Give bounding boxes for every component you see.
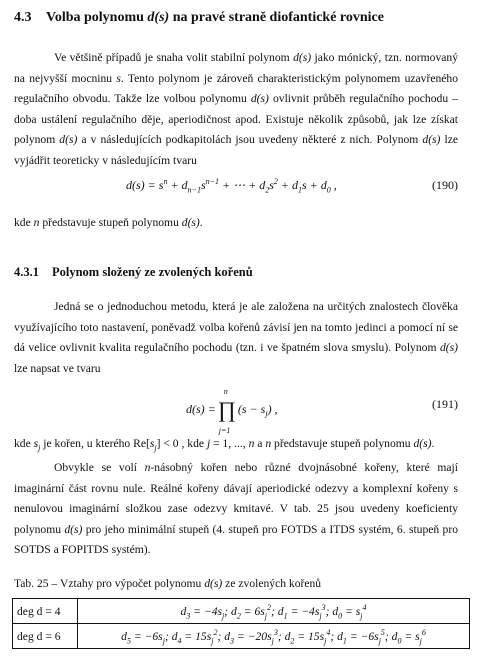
paragraph-root-condition: kde $s_j$ je kořen, u kterého $Re[s_j] < 0$ , kde j = 1, ..., n a n představuje stupeň polynomu d(s). bbox=[14, 437, 435, 453]
subsection-title: Polynom složený ze zvolených kořenů bbox=[52, 265, 253, 279]
table-cell-degree: deg d = 6 bbox=[13, 624, 78, 649]
table-cell-degree: deg d = 4 bbox=[13, 599, 78, 624]
product-symbol: n ∏ j=1 bbox=[217, 387, 236, 435]
paragraph-root-choice: Obvykle se volí n-násobný kořen nebo různé dvojnásobné kořeny, které mají imaginární část rovnu nule. Reálné kořeny dávají aperiodické odezvy a komplexní kořeny s nenulovou imaginární složkou zase odezvy kmitavé. V tab. 25 jsou uvedeny koeficienty polynomu d(s) pro jeho minimální stupeň (4. stupeň pro FOTDS a ITDS systém, 6. stupeň pro SOTDS a FOPITDS systém). bbox=[14, 461, 459, 557]
paragraph-degree-note: kde n představuje stupeň polynomu d(s). bbox=[14, 216, 203, 229]
section-title-pre: Volba polynomu bbox=[46, 10, 148, 25]
coefficient-table bbox=[12, 598, 470, 649]
section-title-var: d(s) bbox=[147, 10, 170, 25]
table-row bbox=[13, 599, 470, 624]
section-number: 4.3 bbox=[14, 10, 32, 25]
table-cell-formula: $d_5 = -6s_j$; $d_4 = 15s_j^2$; $d_3 = -20s_j^3$; $d_2 = 15s_j^4$; $d_1 = -6s_j^5$; $d_0 = s_j^6$ bbox=[78, 624, 470, 649]
equation-190 bbox=[14, 178, 458, 200]
paragraph-method: Jedná se o jednoduchou metodu, která je ale založena na určitých znalostech člověka využívajícího toto nastavení, poněvadž volba kořenů závisí jen na tomto jedinci a pomocí ní se dá velice ovlivnit kvalita regulačního pochodu (tzn. i ve špatném slova smyslu). Polynom d(s) lze napsat ve tvaru bbox=[14, 300, 458, 375]
paragraph-intro: Ve většině případů je snaha volit stabilní polynom d(s) jako mónický, tzn. normovaný na nejvyšší mocninu s. Tento polynom je zároveň charakteristickým polynomem uzavřeného regulačního obvodu. Takže lze volbou polynomu d(s) ovlivnit průběh regulačního pochodu – doba ustálení regulačního děje, aperiodičnost apod. Existuje několik způsobů, jak lze získat polynom d(s) a v následujících podkapitolách jsou uvedeny některé z nich. Polynom d(s) lze vyjádřit teoreticky v následujícím tvaru bbox=[14, 51, 458, 167]
table-row bbox=[13, 624, 470, 649]
equation-191 bbox=[14, 387, 458, 435]
equation-number-190: (190) bbox=[432, 178, 458, 192]
subsection-number: 4.3.1 bbox=[14, 265, 39, 279]
table-cell-formula: $d_3 = -4s_j$; $d_2 = 6s_j^2$; $d_1 = -4s_j^3$; $d_0 = s_j^4$ bbox=[78, 599, 470, 624]
equation-190-body: $d(s) = s^n + d_{n-1}s^{n-1}$ + ⋯ + $d_2s^2 + d_1s + d_0$ , bbox=[126, 177, 337, 195]
subsection-heading bbox=[14, 265, 253, 280]
equation-191-body: d(s) = n ∏ j=1 $(s - s_j)$ , bbox=[186, 387, 278, 435]
table-caption: Tab. 25 – Vztahy pro výpočet polynomu d(s) ze zvolených kořenů bbox=[14, 577, 322, 590]
section-title-post: na pravé straně diofantické rovnice bbox=[169, 10, 384, 25]
equation-number-191: (191) bbox=[432, 397, 458, 411]
section-heading bbox=[14, 10, 384, 26]
